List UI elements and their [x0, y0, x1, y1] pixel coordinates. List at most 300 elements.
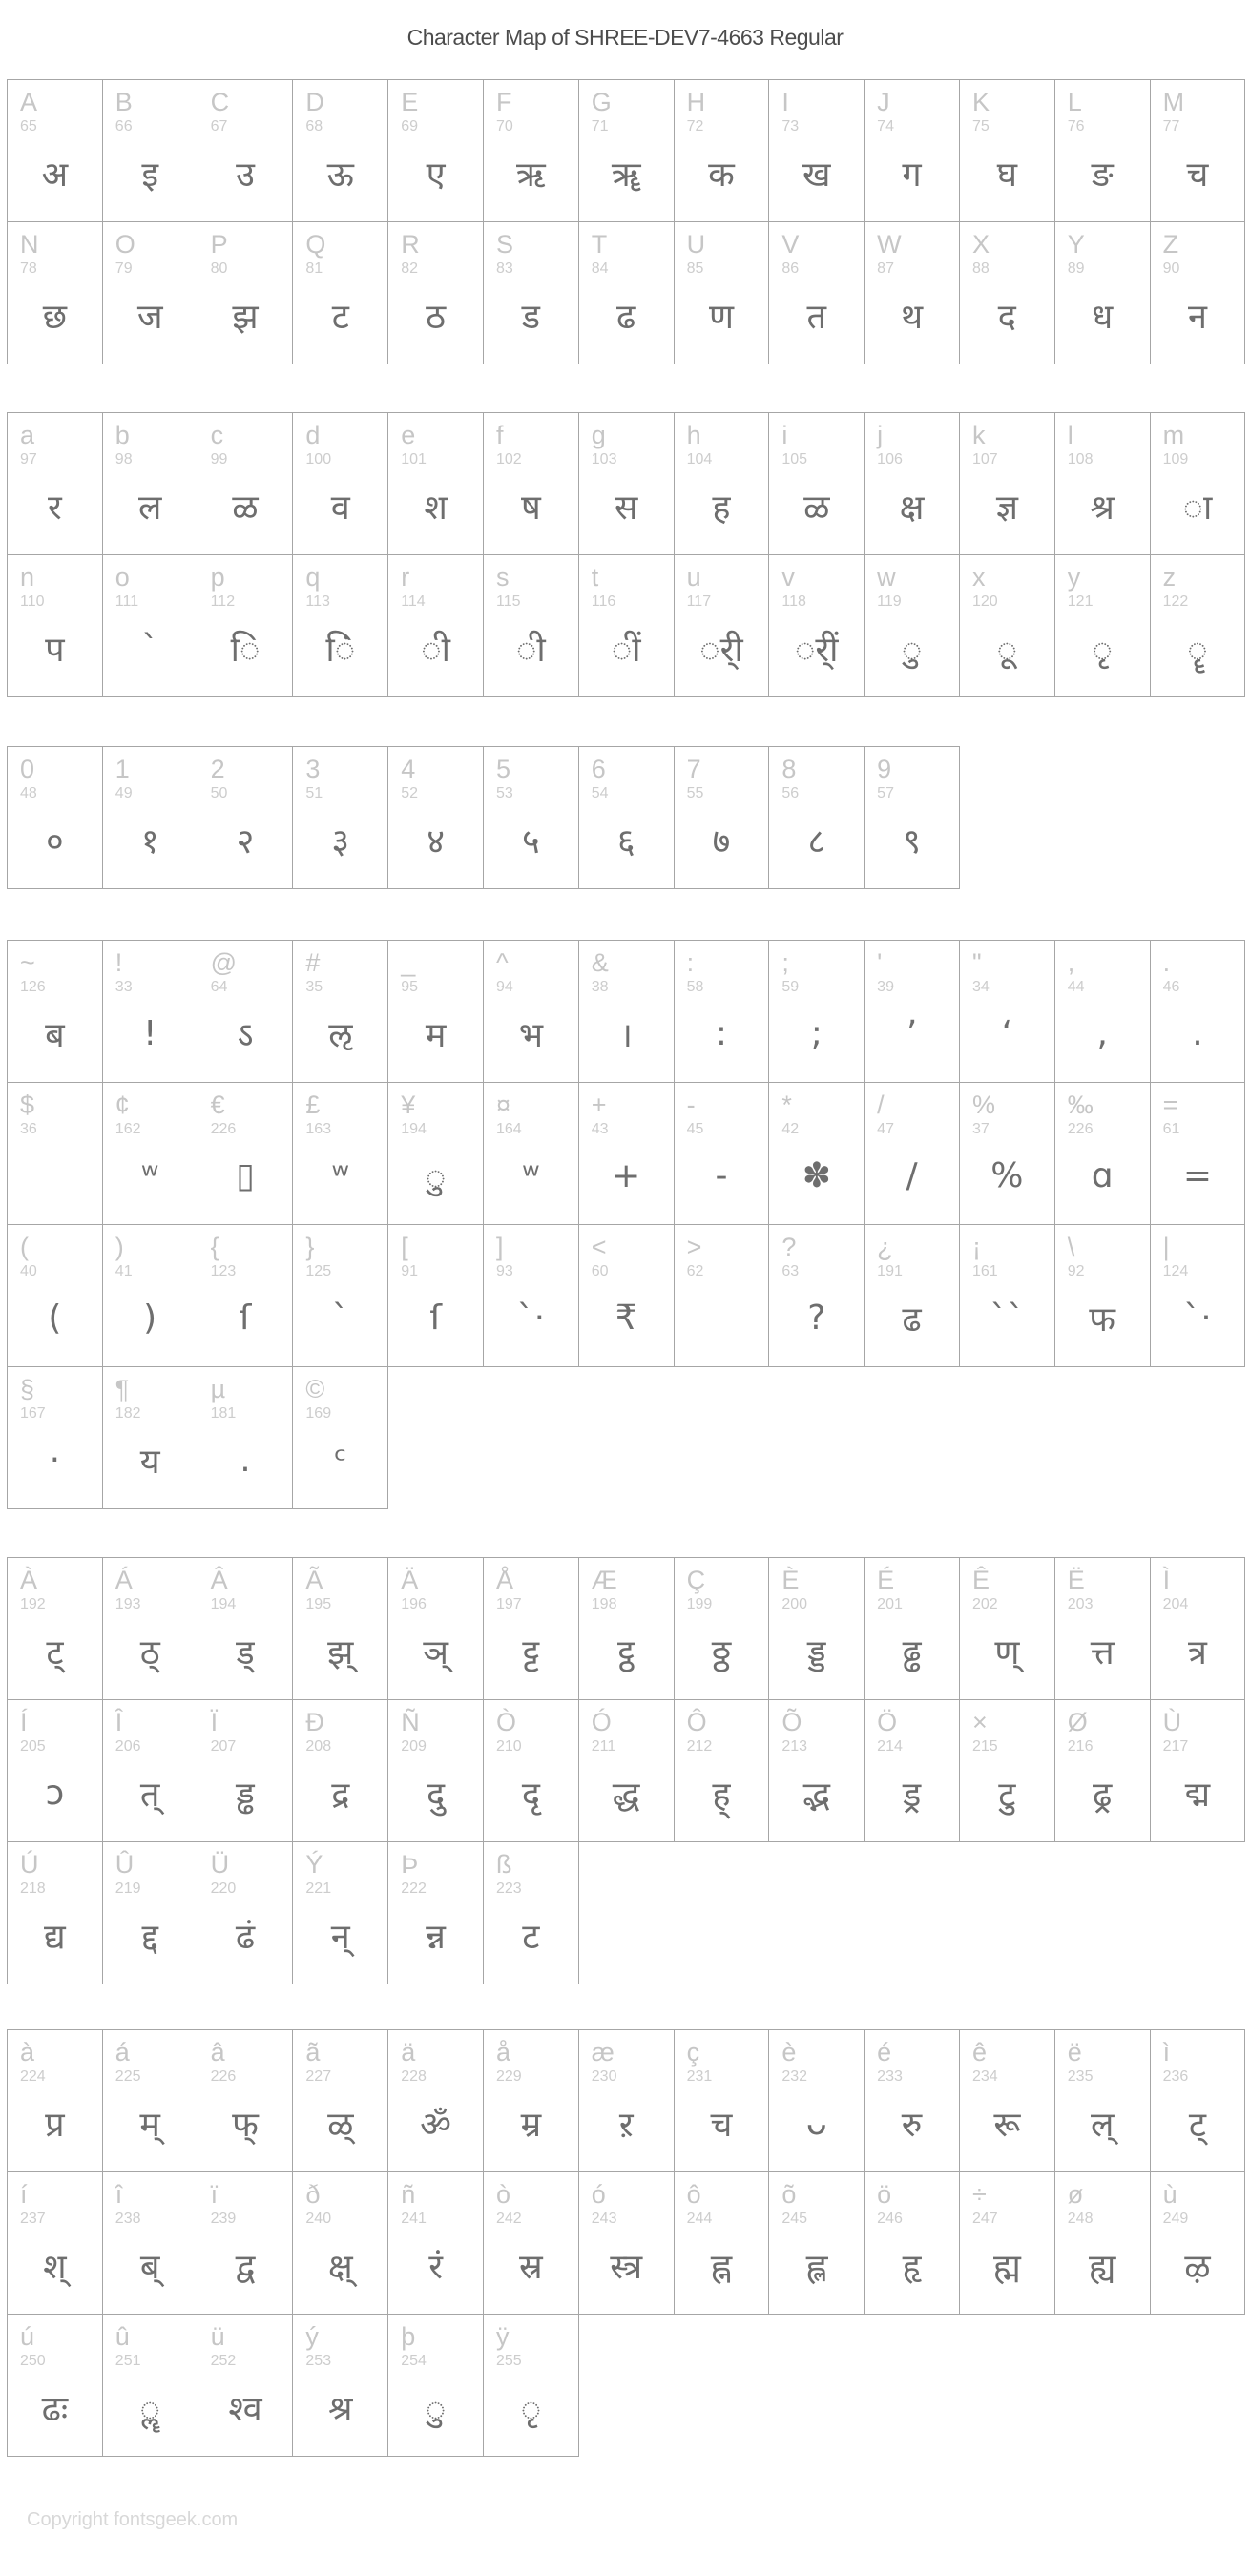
cell-font-glyph: क्ष् — [327, 2248, 353, 2288]
cell-ascii-char: ¡ — [971, 1233, 981, 1261]
cell-font-glyph: ʷ — [331, 1156, 350, 1196]
cell-ascii-char: Ì — [1162, 1566, 1171, 1594]
cell-font-glyph: ी — [421, 631, 450, 671]
cell-ascii-char: 7 — [686, 755, 701, 783]
cell-ascii-char: Æ — [591, 1566, 617, 1594]
cell-font-glyph: ु — [425, 1158, 447, 1198]
cell-font-glyph: ष — [520, 488, 541, 529]
charmap-cell — [1055, 413, 1151, 555]
cell-char-code: 211 — [591, 1738, 616, 1755]
charmap-cell — [769, 1225, 865, 1367]
cell-font-glyph: त्त — [1090, 1633, 1115, 1673]
cell-char-code: 235 — [1067, 2068, 1094, 2086]
cell-font-glyph: श्र — [328, 2390, 353, 2430]
charmap-cell — [8, 1083, 103, 1225]
charmap-cell — [1055, 2172, 1151, 2315]
cell-char-code: 39 — [877, 979, 894, 996]
cell-font-glyph: ए — [426, 156, 446, 196]
cell-font-glyph: १ — [140, 822, 159, 862]
cell-font-glyph: ( — [48, 1298, 62, 1339]
charmap-cell — [103, 941, 198, 1083]
cell-font-glyph: ३ — [331, 822, 350, 862]
charmap-cell — [293, 1558, 388, 1700]
cell-ascii-char: g — [591, 421, 606, 449]
cell-char-code: 104 — [686, 451, 713, 468]
charmap-cell — [1151, 80, 1246, 222]
cell-ascii-char: O — [115, 230, 135, 259]
cell-ascii-char: Ý — [305, 1850, 323, 1879]
charmap-cell — [484, 555, 579, 697]
cell-ascii-char: Ç — [686, 1566, 706, 1594]
charmap-cell — [769, 747, 865, 889]
cell-char-code: 87 — [877, 260, 894, 278]
cell-font-glyph: त — [806, 298, 827, 338]
cell-ascii-char: G — [591, 88, 612, 116]
cell-ascii-char: ] — [495, 1233, 504, 1261]
cell-char-code: 60 — [591, 1263, 609, 1280]
charmap-cell — [579, 555, 675, 697]
cell-char-code: 97 — [20, 451, 37, 468]
charmap-cell — [579, 413, 675, 555]
charmap-cell — [1055, 1083, 1151, 1225]
cell-font-glyph — [675, 1280, 769, 1366]
charmap-cell — [103, 1700, 198, 1842]
charmap-cell — [960, 1225, 1055, 1367]
cell-ascii-char: K — [971, 88, 990, 116]
cell-ascii-char: { — [210, 1233, 219, 1261]
cell-ascii-char: a — [20, 421, 35, 449]
cell-char-code: 220 — [210, 1880, 237, 1898]
cell-ascii-char: ‰ — [1067, 1091, 1094, 1119]
cell-font-glyph: ɑ — [1091, 1156, 1114, 1196]
cell-ascii-char: ï — [210, 2180, 219, 2209]
cell-char-code: 46 — [1162, 979, 1180, 996]
charmap-cell — [293, 1225, 388, 1367]
cell-font-glyph: प्र — [45, 2106, 65, 2146]
cell-ascii-char: 8 — [781, 755, 797, 783]
charmap-cell — [198, 1367, 294, 1509]
cell-ascii-char: å — [495, 2038, 511, 2067]
cell-ascii-char: ô — [686, 2180, 701, 2209]
charmap-cell — [293, 1367, 388, 1509]
cell-ascii-char: o — [115, 563, 130, 592]
cell-char-code: 225 — [115, 2068, 141, 2086]
cell-char-code: 253 — [305, 2353, 332, 2370]
charmap-cell — [293, 555, 388, 697]
cell-font-glyph: झ् — [327, 1633, 354, 1673]
cell-char-code: 195 — [305, 1596, 332, 1613]
cell-ascii-char: 4 — [401, 755, 416, 783]
cell-char-code: 65 — [20, 118, 37, 135]
charmap-cell — [1151, 222, 1246, 364]
charmap-cell — [1055, 555, 1151, 697]
cell-ascii-char: 9 — [877, 755, 892, 783]
cell-font-glyph: म — [425, 1016, 447, 1056]
cell-ascii-char: ì — [1162, 2038, 1171, 2067]
cell-ascii-char: W — [877, 230, 902, 259]
cell-char-code: 163 — [305, 1121, 332, 1138]
cell-ascii-char: Ò — [495, 1708, 516, 1736]
charmap-cell — [103, 222, 198, 364]
cell-font-glyph: ब् — [139, 2248, 160, 2288]
cell-char-code: 126 — [20, 979, 46, 996]
cell-ascii-char: n — [20, 563, 35, 592]
cell-ascii-char: : — [686, 948, 695, 977]
cell-ascii-char: 2 — [210, 755, 225, 783]
cell-font-glyph: ृ — [1092, 631, 1113, 671]
charmap-cell — [8, 1367, 103, 1509]
charmap-cell — [1151, 1700, 1246, 1842]
cell-ascii-char: $ — [20, 1091, 35, 1119]
cell-font-glyph: त्र — [1188, 1633, 1207, 1673]
cell-font-glyph: िं — [325, 631, 356, 671]
charmap-cell — [293, 222, 388, 364]
cell-font-glyph: - — [715, 1156, 728, 1196]
cell-char-code: 63 — [781, 1263, 800, 1280]
charmap-cell — [579, 222, 675, 364]
cell-char-code: 90 — [1162, 260, 1180, 278]
cell-char-code: 42 — [781, 1121, 800, 1138]
cell-font-glyph: ज्ञ — [995, 488, 1018, 529]
cell-ascii-char: Ã — [305, 1566, 323, 1594]
cell-char-code: 38 — [591, 979, 609, 996]
cell-ascii-char: @ — [210, 948, 238, 977]
cell-ascii-char: \ — [1067, 1233, 1075, 1261]
cell-font-glyph: ऱ — [618, 2106, 634, 2146]
cell-font-glyph: ढः — [41, 2390, 69, 2430]
cell-ascii-char: ¢ — [115, 1091, 130, 1119]
cell-ascii-char: l — [1067, 421, 1073, 449]
cell-char-code: 52 — [401, 785, 418, 802]
charmap-cell — [293, 2030, 388, 2172]
cell-font-glyph: ढ — [616, 298, 636, 338]
cell-font-glyph: % — [990, 1156, 1024, 1196]
cell-char-code: 202 — [971, 1596, 998, 1613]
cell-char-code: 212 — [686, 1738, 713, 1755]
cell-char-code: 247 — [971, 2211, 998, 2228]
charmap-cell — [103, 2315, 198, 2457]
cell-font-glyph: ₹ — [615, 1298, 637, 1339]
cell-font-glyph: द्द — [141, 1918, 158, 1958]
cell-char-code: 162 — [115, 1121, 141, 1138]
charmap-cell — [960, 80, 1055, 222]
cell-ascii-char: V — [781, 230, 800, 259]
cell-ascii-char: 5 — [495, 755, 511, 783]
charmap-cell — [675, 1700, 770, 1842]
cell-font-glyph: ळ — [803, 488, 830, 529]
cell-ascii-char: A — [20, 88, 38, 116]
cell-ascii-char: û — [115, 2322, 130, 2351]
cell-font-glyph: थ — [901, 298, 924, 338]
cell-char-code: 102 — [495, 451, 522, 468]
cell-font-glyph: स — [615, 488, 638, 529]
cell-ascii-char: € — [210, 1091, 225, 1119]
cell-ascii-char: * — [781, 1091, 792, 1119]
cell-char-code: 196 — [401, 1596, 427, 1613]
cell-ascii-char: Ä — [401, 1566, 419, 1594]
charmap-cell — [293, 1842, 388, 1984]
cell-font-glyph: ीं — [611, 631, 641, 671]
charmap-cell — [8, 2172, 103, 2315]
cell-ascii-char: 1 — [115, 755, 130, 783]
footer-copyright: Copyright fontsgeek.com — [27, 2509, 239, 2530]
cell-font-glyph: ˋ — [141, 629, 159, 669]
cell-ascii-char: X — [971, 230, 990, 259]
cell-ascii-char: è — [781, 2038, 797, 2067]
cell-char-code: 233 — [877, 2068, 903, 2086]
cell-font-glyph: ड्ड — [807, 1633, 826, 1673]
cell-char-code: 100 — [305, 451, 332, 468]
cell-ascii-char: q — [305, 563, 321, 592]
cell-char-code: 203 — [1067, 1596, 1094, 1613]
charmap-cell — [675, 413, 770, 555]
cell-char-code: 108 — [1067, 451, 1094, 468]
cell-char-code: 73 — [781, 118, 800, 135]
cell-ascii-char: s — [495, 563, 510, 592]
page-title: Character Map of SHREE-DEV7-4663 Regular — [406, 25, 844, 50]
cell-char-code: 204 — [1162, 1596, 1189, 1613]
cell-ascii-char: ä — [401, 2038, 416, 2067]
cell-ascii-char: É — [877, 1566, 895, 1594]
cell-char-code: 245 — [781, 2211, 808, 2228]
cell-char-code: 49 — [115, 785, 133, 802]
cell-char-code: 161 — [971, 1263, 998, 1280]
cell-font-glyph: अ — [41, 156, 69, 196]
charmap-cell — [865, 1700, 960, 1842]
charmap-cell — [579, 747, 675, 889]
cell-char-code: 43 — [591, 1121, 609, 1138]
charmap-cell — [1151, 1558, 1246, 1700]
charmap-cell — [1151, 2172, 1246, 2315]
cell-char-code: 118 — [781, 593, 806, 611]
cell-char-code: 255 — [495, 2353, 522, 2370]
charmap-cell — [865, 747, 960, 889]
charmap-cell — [484, 1558, 579, 1700]
cell-font-glyph: ठ — [426, 298, 447, 338]
cell-char-code: 68 — [305, 118, 323, 135]
cell-char-code: 199 — [686, 1596, 713, 1613]
cell-ascii-char: [ — [401, 1233, 408, 1261]
cell-char-code: 64 — [210, 979, 228, 996]
cell-font-glyph: ट् — [46, 1633, 64, 1673]
cell-ascii-char: ó — [591, 2180, 606, 2209]
cell-char-code: 210 — [495, 1738, 522, 1755]
cell-font-glyph: ल् — [1090, 2106, 1115, 2146]
cell-font-glyph — [8, 1138, 102, 1224]
cell-font-glyph: क्ष — [899, 488, 925, 529]
cell-ascii-char: i — [781, 421, 788, 449]
cell-ascii-char: ¤ — [495, 1091, 511, 1119]
charmap-cell — [865, 2172, 960, 2315]
cell-char-code: 36 — [20, 1121, 37, 1138]
table-accented-lowercase — [7, 2029, 1245, 2457]
cell-char-code: 226 — [210, 2068, 237, 2086]
cell-char-code: 194 — [210, 1596, 237, 1613]
cell-ascii-char: Î — [115, 1708, 123, 1736]
cell-char-code: 223 — [495, 1880, 522, 1898]
cell-font-glyph: त् — [139, 1776, 160, 1816]
cell-font-glyph: ङ — [1091, 156, 1114, 196]
cell-font-glyph: ſ — [429, 1298, 442, 1339]
cell-font-glyph: ८ — [807, 822, 826, 862]
cell-font-glyph: ) — [143, 1298, 157, 1339]
cell-font-glyph: म्र — [520, 2106, 542, 2146]
cell-ascii-char: e — [401, 421, 416, 449]
cell-char-code: 62 — [686, 1263, 704, 1280]
cell-char-code: 215 — [971, 1738, 998, 1755]
charmap-cell — [675, 555, 770, 697]
cell-font-glyph: उ — [236, 156, 255, 196]
cell-ascii-char: r — [401, 563, 410, 592]
charmap-cell — [675, 2172, 770, 2315]
cell-font-glyph: ढं — [235, 1918, 256, 1958]
cell-char-code: 95 — [401, 979, 418, 996]
charmap-cell — [865, 413, 960, 555]
cell-char-code: 33 — [115, 979, 133, 996]
charmap-cell — [960, 413, 1055, 555]
cell-char-code: 121 — [1067, 593, 1094, 611]
cell-ascii-char: Ô — [686, 1708, 707, 1736]
charmap-cell — [198, 2315, 294, 2457]
cell-font-glyph: च — [1186, 156, 1209, 196]
cell-ascii-char: é — [877, 2038, 892, 2067]
cell-ascii-char: Á — [115, 1566, 133, 1594]
cell-ascii-char: Ù — [1162, 1708, 1182, 1736]
charmap-cell — [865, 555, 960, 697]
cell-char-code: 81 — [305, 260, 323, 278]
cell-ascii-char: 3 — [305, 755, 321, 783]
cell-char-code: 240 — [305, 2211, 332, 2228]
cell-char-code: 67 — [210, 118, 228, 135]
cell-font-glyph: ढ — [902, 1300, 922, 1340]
cell-font-glyph: श्व — [228, 2390, 262, 2430]
cell-ascii-char: È — [781, 1566, 800, 1594]
charmap-cell — [103, 80, 198, 222]
table-digits — [7, 746, 960, 889]
cell-char-code: 66 — [115, 118, 133, 135]
cell-font-glyph: ऴ — [1184, 2248, 1211, 2288]
cell-char-code: 80 — [210, 260, 228, 278]
cell-ascii-char: D — [305, 88, 324, 116]
cell-ascii-char: ù — [1162, 2180, 1177, 2209]
cell-char-code: 248 — [1067, 2211, 1094, 2228]
cell-ascii-char: ÿ — [495, 2322, 510, 2351]
charmap-cell — [293, 413, 388, 555]
cell-ascii-char: Å — [495, 1566, 513, 1594]
cell-ascii-char: _ — [401, 948, 416, 977]
cell-font-glyph: = — [1182, 1156, 1213, 1196]
cell-font-glyph: स्त्र — [610, 2248, 643, 2288]
cell-char-code: 169 — [305, 1405, 332, 1423]
charmap-cell — [388, 555, 484, 697]
cell-font-glyph: छ — [42, 298, 68, 338]
charmap-cell — [484, 2315, 579, 2457]
charmap-cell — [8, 1842, 103, 1984]
cell-char-code: 182 — [115, 1405, 141, 1423]
cell-ascii-char: / — [877, 1091, 885, 1119]
cell-char-code: 58 — [686, 979, 704, 996]
cell-char-code: 228 — [401, 2068, 427, 2086]
cell-char-code: 194 — [401, 1121, 427, 1138]
cell-char-code: 123 — [210, 1263, 237, 1280]
cell-font-glyph: ड् — [236, 1633, 255, 1673]
charmap-cell — [960, 555, 1055, 697]
cell-char-code: 191 — [877, 1263, 903, 1280]
cell-ascii-char: Í — [20, 1708, 28, 1736]
cell-ascii-char: . — [1162, 948, 1171, 977]
cell-font-glyph: ा — [1182, 488, 1213, 529]
cell-char-code: 237 — [20, 2211, 46, 2228]
charmap-cell — [198, 222, 294, 364]
cell-font-glyph: रं — [428, 2248, 443, 2288]
cell-font-glyph: द्भ — [802, 1776, 830, 1816]
cell-char-code: 216 — [1067, 1738, 1094, 1755]
charmap-cell — [579, 2030, 675, 2172]
cell-font-glyph: दृ — [521, 1776, 540, 1816]
cell-ascii-char: P — [210, 230, 228, 259]
cell-char-code: 59 — [781, 979, 800, 996]
cell-ascii-char: Z — [1162, 230, 1179, 259]
charmap-cell — [388, 413, 484, 555]
charmap-cell — [198, 413, 294, 555]
cell-ascii-char: Q — [305, 230, 326, 259]
cell-char-code: 246 — [877, 2211, 903, 2228]
cell-char-code: 122 — [1162, 593, 1189, 611]
cell-char-code: 213 — [781, 1738, 808, 1755]
charmap-cell — [675, 1083, 770, 1225]
charmap-cell — [8, 1558, 103, 1700]
cell-ascii-char: µ — [210, 1375, 226, 1403]
charmap-cell — [388, 1558, 484, 1700]
charmap-cell — [675, 222, 770, 364]
cell-font-glyph: ˋˋ — [990, 1298, 1025, 1339]
cell-ascii-char: + — [591, 1091, 607, 1119]
charmap-cell — [8, 80, 103, 222]
cell-ascii-char: á — [115, 2038, 130, 2067]
cell-char-code: 120 — [971, 593, 998, 611]
cell-char-code: 76 — [1067, 118, 1085, 135]
cell-font-glyph: ड्ढ — [236, 1776, 255, 1816]
cell-font-glyph: ᶜ — [334, 1441, 347, 1481]
cell-ascii-char: À — [20, 1566, 38, 1594]
cell-font-glyph: · — [49, 1441, 61, 1481]
cell-char-code: 72 — [686, 118, 704, 135]
charmap-cell — [675, 80, 770, 222]
cell-char-code: 56 — [781, 785, 800, 802]
cell-font-glyph: द — [997, 298, 1016, 338]
table-punctuation-symbols — [7, 940, 1245, 1509]
cell-char-code: 251 — [115, 2353, 141, 2370]
charmap-cell — [769, 413, 865, 555]
cell-font-glyph: ? — [807, 1298, 826, 1339]
cell-char-code: 116 — [591, 593, 616, 611]
cell-char-code: 57 — [877, 785, 894, 802]
charmap-cell — [484, 2030, 579, 2172]
cell-char-code: 55 — [686, 785, 704, 802]
cell-font-glyph: ढ्र — [1093, 1776, 1113, 1816]
cell-ascii-char: Ó — [591, 1708, 612, 1736]
cell-char-code: 34 — [971, 979, 990, 996]
charmap-cell — [865, 1225, 960, 1367]
cell-font-glyph: ह — [712, 488, 731, 529]
cell-ascii-char: F — [495, 88, 512, 116]
cell-font-glyph: ट्ट — [522, 1633, 540, 1673]
charmap-cell — [293, 747, 388, 889]
cell-ascii-char: Û — [115, 1850, 135, 1879]
cell-ascii-char: ~ — [20, 948, 35, 977]
cell-char-code: 239 — [210, 2211, 237, 2228]
cell-char-code: 224 — [20, 2068, 46, 2086]
